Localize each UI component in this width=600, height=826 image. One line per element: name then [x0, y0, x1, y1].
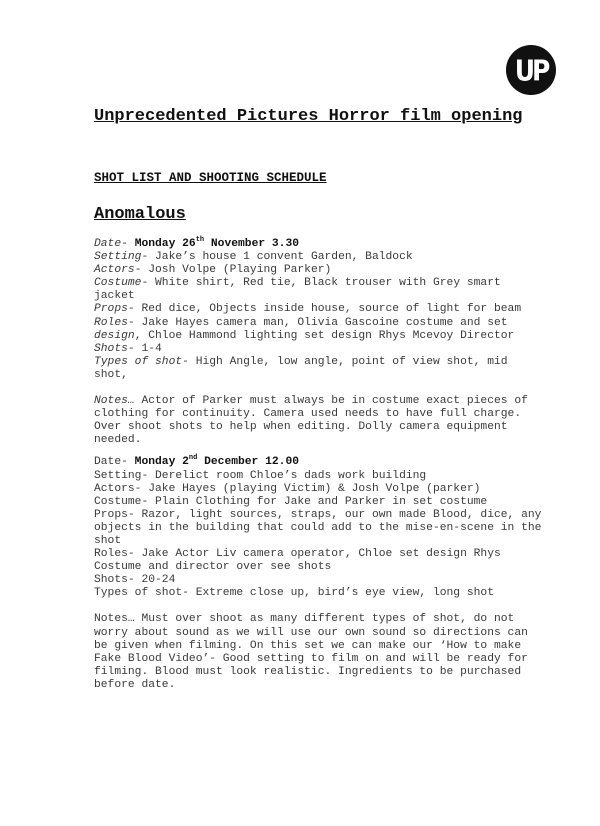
day2-shots: Shots- 20-24 — [94, 574, 176, 587]
day2-date: Date- Monday 2nd December 12.00 — [94, 454, 300, 469]
day1-setting: Setting- Jake’s house 1 convent Garden, Baldock — [94, 251, 413, 264]
day2-actors: Actors- Jake Hayes (playing Victim) & Josh Volpe (parker) — [94, 482, 481, 495]
company-logo: UP — [506, 45, 556, 95]
day1-types: Types of shot- High Angle, low angle, point of view shot, mid shot, — [94, 355, 515, 381]
day1-costume: Costume- White shirt, Red tie, Black trouser with Grey smart jacket — [94, 277, 508, 303]
document-content — [94, 106, 549, 692]
day2-notes: Notes… Must over shoot as many different types of shot, do not worry about sound as we will use our own sound so directions can be given when filming. On this set we can make our ‘How to make Fake Blood Video’- Good setting to film on and will be ready for filming. Blood must look realistic. Ingredients to be purchased before date. — [94, 613, 535, 691]
day1-props: Props- Red dice, Objects inside house, source of light for beam — [94, 303, 522, 316]
section-heading: SHOT LIST AND SHOOTING SCHEDULE — [94, 171, 327, 185]
film-title: Anomalous — [94, 205, 186, 224]
day1-roles: Roles- Jake Hayes camera man, Olivia Gascoine costume and set design, Chloe Hammond lighting set design Rhys Mcevoy Director — [94, 316, 515, 342]
day2-types: Types of shot- Extreme close up, bird’s eye view, long shot — [94, 587, 494, 600]
day2-setting: Setting- Derelict room Chloe’s dads work building — [94, 469, 427, 482]
schedule-day-1 — [94, 238, 544, 447]
schedule-day-2 — [94, 454, 549, 692]
day1-date: Date- Monday 26th November 3.30 — [94, 236, 300, 250]
day2-costume: Costume- Plain Clothing for Jake and Parker in set costume — [94, 495, 488, 508]
document-title: Unprecedented Pictures Horror film opening — [94, 107, 523, 126]
day2-props: Props- Razor, light sources, straps, our own made Blood, dice, any objects in the building that could add to the mise-en-scene in the shot — [94, 508, 549, 547]
day1-actors: Actors- Josh Volpe (Playing Parker) — [94, 264, 332, 277]
day1-notes: Notes… Actor of Parker must always be in costume exact pieces of clothing for continuity. Camera used needs to have full charge. Over shoot shots to help when editing. Dolly camera equipment needed. — [94, 395, 535, 447]
day2-roles: Roles- Jake Actor Liv camera operator, Chloe set design Rhys Costume and director over see shots — [94, 548, 508, 574]
day1-shots: Shots- 1-4 — [94, 342, 162, 355]
